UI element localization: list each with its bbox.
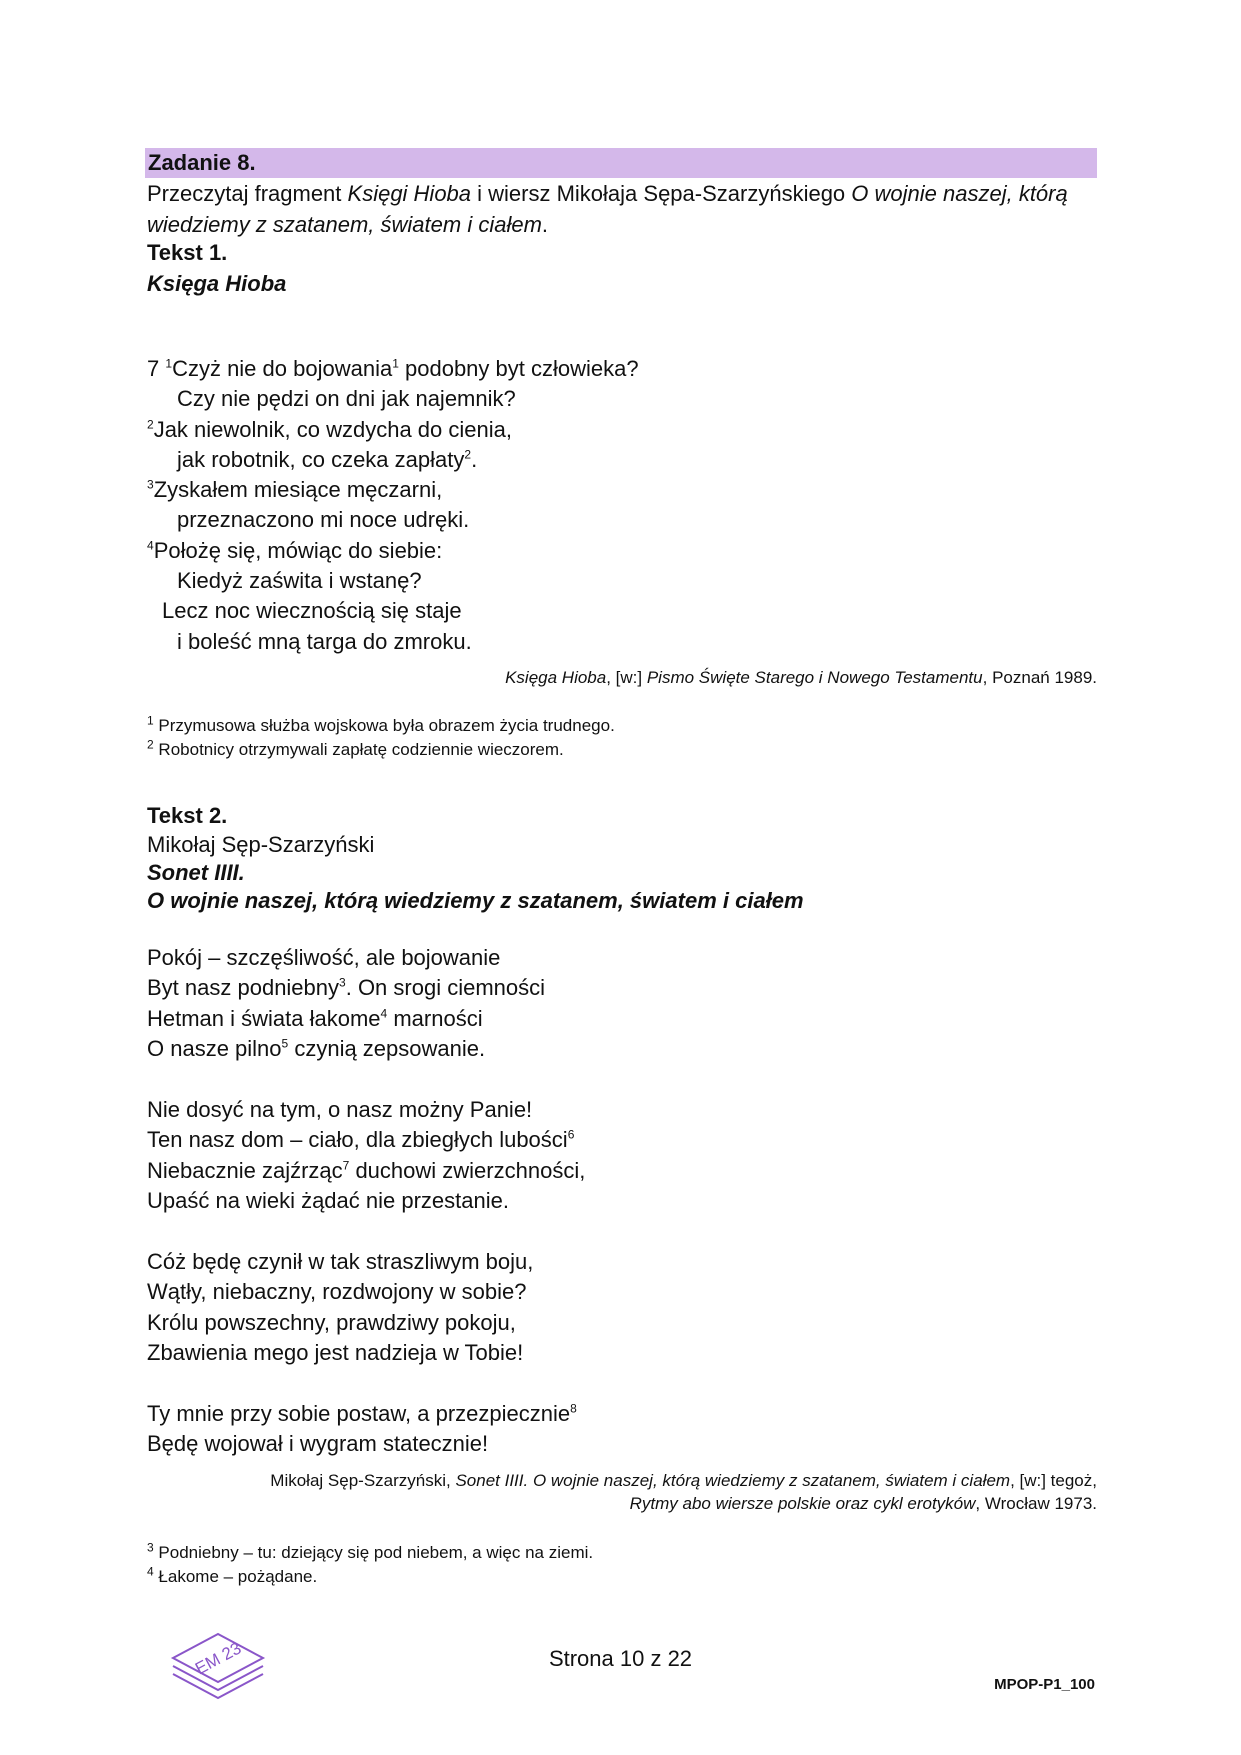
- source-line: [147, 1469, 1097, 1492]
- poem-text: Niebacznie zajźrząc: [147, 1157, 343, 1183]
- verse-line: Lecz noc wiecznością się staje: [162, 598, 462, 624]
- verse-text: Zyskałem miesiące męczarni,: [153, 477, 443, 503]
- poem-stanza-2: [147, 1095, 1097, 1216]
- text2-sonnet-label: Sonet IIII.: [147, 860, 245, 885]
- verse-line: i boleść mną targa do zmroku.: [177, 628, 472, 654]
- chapter-number: 7: [147, 356, 160, 381]
- footnote-number: 3: [147, 1540, 154, 1555]
- footnote-text: Podniebny – tu: dziejący się pod niebem, a więc na ziemi.: [158, 1543, 594, 1562]
- poem-line: [147, 973, 1097, 1003]
- instruction-book-title: Księgi Hioba: [347, 181, 472, 206]
- footnote: [147, 1541, 1097, 1565]
- text2-source: [147, 1469, 1097, 1515]
- text1-footnotes: [147, 714, 1097, 762]
- source-book: Rytmy abo wiersze polskie oraz cykl erotyków: [629, 1494, 976, 1513]
- poem-stanza-4: [147, 1399, 1097, 1460]
- poem-line: Upaść na wieki żądać nie przestanie.: [147, 1187, 509, 1213]
- footnote-number: 4: [147, 1564, 154, 1579]
- poem-text: duchowi zwierzchności,: [349, 1157, 586, 1183]
- source-text: , [w:] tegoż,: [1010, 1471, 1097, 1490]
- footnote-text: Łakome – pożądane.: [158, 1567, 318, 1586]
- source-line: [147, 1492, 1097, 1515]
- text2-title: O wojnie naszej, którą wiedziemy z szatanem, światem i ciałem: [147, 888, 804, 913]
- verse-line: [147, 475, 1097, 505]
- poem-line: Nie dosyć na tym, o nasz możny Panie!: [147, 1097, 533, 1122]
- verse-number: 3: [147, 477, 154, 492]
- verse-line: przeznaczono mi noce udręki.: [177, 507, 470, 533]
- text1-verses: [147, 354, 1097, 657]
- verse-line: Kiedyż zaświta i wstanę?: [177, 568, 422, 594]
- poem-text: Ten nasz dom – ciało, dla zbiegłych lubości: [147, 1127, 568, 1153]
- verse-line: [147, 415, 1097, 445]
- footnote-ref: 8: [570, 1401, 577, 1416]
- poem-text: Byt nasz podniebny: [147, 975, 340, 1001]
- poem-text: Ty mnie przy sobie postaw, a przezpiecznie: [147, 1401, 571, 1426]
- poem-line: Będę wojował i wygram statecznie!: [147, 1431, 489, 1457]
- poem-line: Cóż będę czynił w tak straszliwym boju,: [147, 1249, 534, 1274]
- footnote-number: 1: [147, 713, 154, 728]
- verse-number: 1: [165, 356, 173, 371]
- text1-source: [147, 666, 1097, 689]
- poem-line: Pokój – szczęśliwość, ale bojowanie: [147, 945, 501, 970]
- source-text: , Poznań 1989.: [982, 668, 1097, 687]
- footnote-ref: 2: [464, 447, 472, 462]
- source-title: Księga Hioba: [505, 668, 607, 687]
- footnote-number: 2: [147, 737, 154, 752]
- poem-text: Hetman i świata łakome: [147, 1005, 381, 1031]
- footnote-ref: 3: [339, 975, 346, 990]
- page-number: Strona 10 z 22: [548, 1646, 693, 1671]
- poem-text: O nasze pilno: [147, 1035, 282, 1061]
- text1-heading: Tekst 1.: [147, 240, 228, 265]
- footnote-text: Przymusowa służba wojskowa była obrazem życia trudnego.: [158, 716, 615, 735]
- source-title: Sonet IIII. O wojnie naszej, którą wiedziemy z szatanem, światem i ciałem: [455, 1471, 1011, 1490]
- poem-text: marności: [387, 1005, 483, 1031]
- source-book: Pismo Święte Starego i Nowego Testamentu: [646, 668, 983, 687]
- poem-line: [147, 1399, 1097, 1429]
- verse-text: jak robotnik, co czeka zapłaty: [177, 446, 465, 472]
- verse-text: podobny byt człowieka?: [398, 356, 639, 381]
- footnote: [147, 738, 1097, 762]
- instruction-text: Przeczytaj fragment: [147, 181, 348, 206]
- footnote-ref: 1: [392, 356, 399, 371]
- verse-text: Położę się, mówiąc do siebie:: [153, 537, 443, 563]
- poem-line: Królu powszechny, prawdziwy pokoju,: [147, 1309, 516, 1335]
- poem-line: [147, 1034, 1097, 1064]
- footnote-ref: 6: [567, 1127, 575, 1142]
- poem-line: Wątły, niebaczny, rozdwojony w sobie?: [147, 1279, 527, 1305]
- poem-text: czynią zepsowanie.: [288, 1035, 486, 1061]
- exam-code: MPOP-P1_100: [994, 1676, 1095, 1693]
- poem-stanza-1: [147, 943, 1097, 1064]
- instruction-text: i wiersz Mikołaja Sępa-Szarzyńskiego: [471, 181, 852, 206]
- verse-line: [147, 354, 1097, 384]
- verse-line: [147, 445, 1097, 475]
- instruction-poem-title: O wojnie naszej, którą wiedziemy z szatanem, światem i ciałem: [147, 181, 1068, 237]
- task-header: Zadanie 8.: [145, 148, 1097, 178]
- verse-text: Jak niewolnik, co wzdycha do cienia,: [153, 416, 512, 442]
- source-text: , [w:]: [606, 668, 647, 687]
- text2-header: [147, 800, 1097, 915]
- verse-line: Czy nie pędzi on dni jak najemnik?: [177, 386, 516, 412]
- text1-header: [147, 237, 1097, 299]
- footnote-ref: 7: [342, 1158, 350, 1173]
- source-author: Mikołaj Sęp-Szarzyński,: [270, 1471, 456, 1490]
- poem-line: [147, 1004, 1097, 1034]
- text2-footnotes: [147, 1541, 1097, 1589]
- verse-text: Czyż nie do bojowania: [172, 356, 393, 381]
- instruction-period: .: [541, 212, 549, 237]
- verse-text: .: [471, 446, 478, 472]
- source-text: , Wrocław 1973.: [975, 1494, 1097, 1513]
- verse-number: 4: [147, 538, 154, 553]
- footnote: [147, 1565, 1097, 1589]
- text1-title: Księga Hioba: [147, 271, 287, 296]
- poem-stanza-3: [147, 1247, 1097, 1368]
- poem-line: [147, 1156, 1097, 1186]
- footnote-ref: 4: [380, 1006, 388, 1021]
- poem-line: [147, 1125, 1097, 1155]
- verse-number: 2: [147, 417, 154, 432]
- task-instruction: [147, 178, 1097, 240]
- footnote-text: Robotnicy otrzymywali zapłatę codziennie wieczorem.: [158, 740, 564, 759]
- footnote: [147, 714, 1097, 738]
- text2-heading: Tekst 2.: [147, 803, 228, 828]
- text2-author: Mikołaj Sęp-Szarzyński: [147, 832, 375, 857]
- logo-text: EM 23: [192, 1638, 245, 1679]
- footnote-ref: 5: [281, 1036, 289, 1051]
- poem-line: Zbawienia mego jest nadzieja w Tobie!: [147, 1339, 524, 1365]
- poem-text: . On srogi ciemności: [345, 975, 546, 1001]
- verse-line: [147, 536, 1097, 566]
